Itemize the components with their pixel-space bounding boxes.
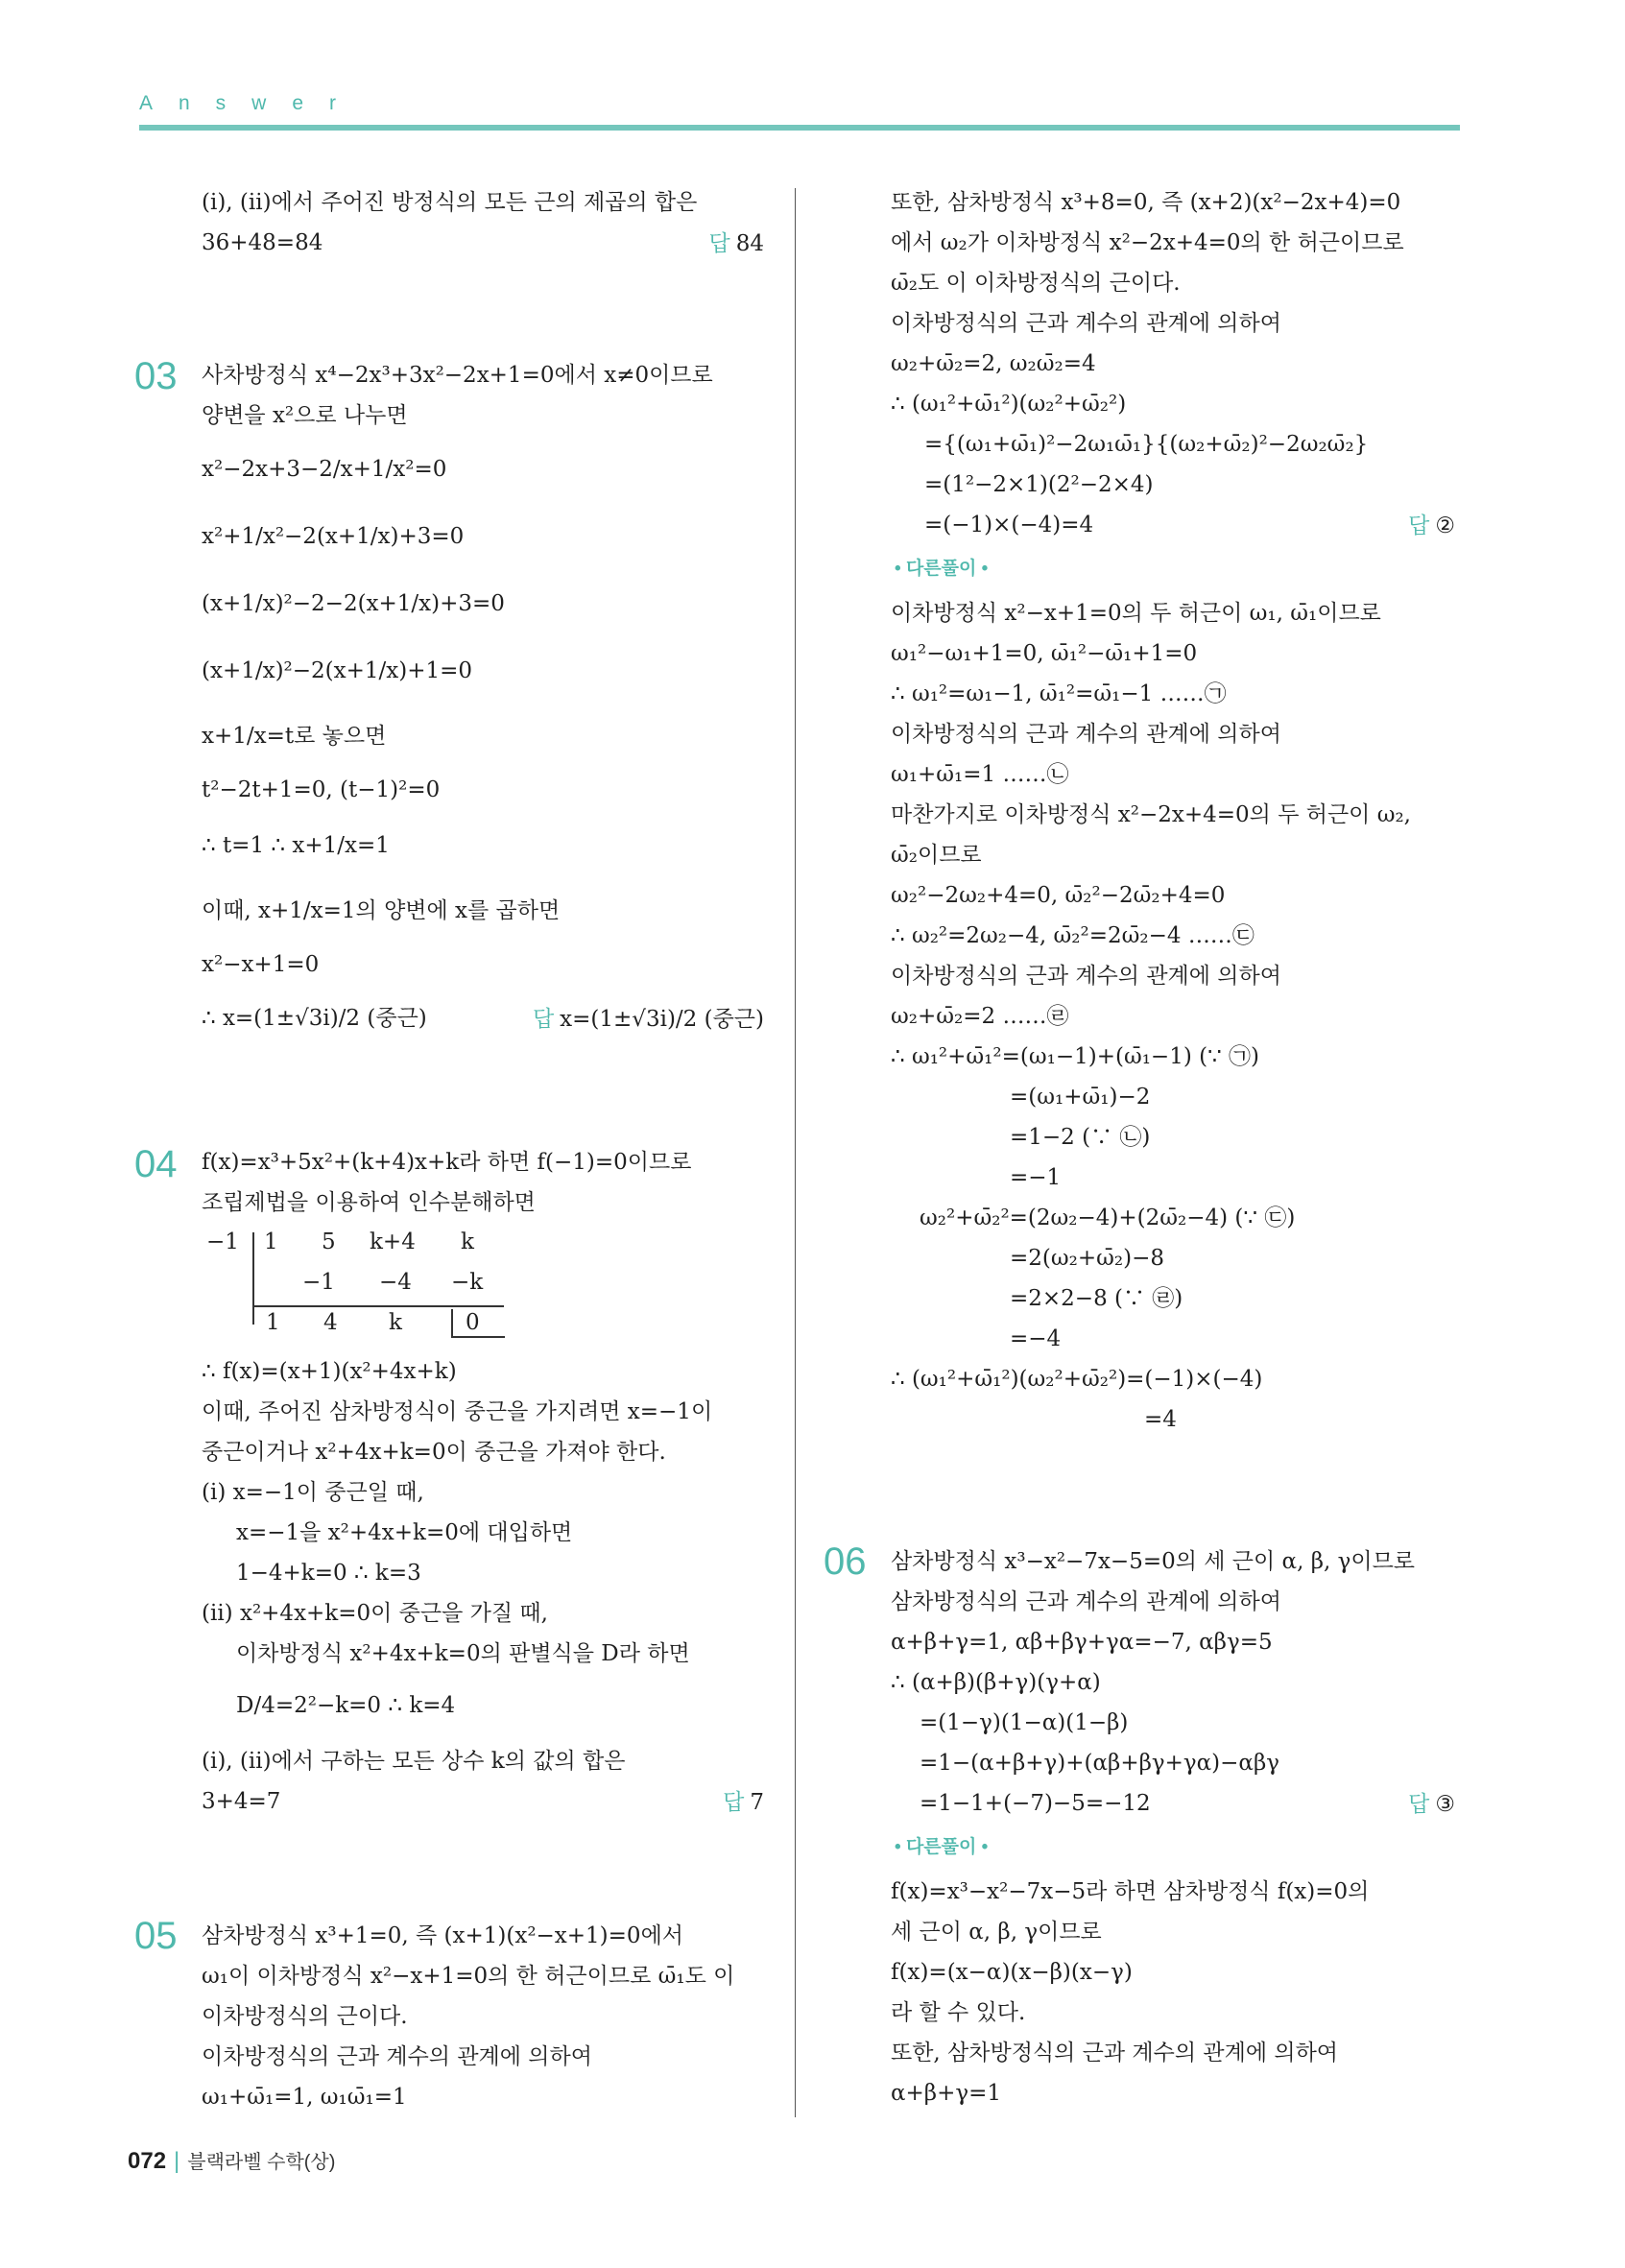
solution-line: f(x)=x³+5x²+(k+4)x+k라 하면 f(−1)=0이므로 <box>202 1150 692 1175</box>
solution-line: 삼차방정식 x³−x²−7x−5=0의 세 근이 α, β, γ이므로 <box>891 1549 1416 1574</box>
solution-line: ∴ (ω₁²+ω̄₁²)(ω₂²+ω̄₂²)=(−1)×(−4) <box>891 1367 1263 1392</box>
book-title: 블랙라벨 수학(상) <box>187 2152 336 2173</box>
solution-line: f(x)=(x−α)(x−β)(x−γ) <box>891 1960 1133 1985</box>
page-footer <box>128 2146 335 2175</box>
problem-number: 04 <box>134 1143 178 1185</box>
solution-line: 이때, x+1/x=1의 양변에 x를 곱하면 <box>202 898 561 923</box>
solution-line: =1−1+(−7)−5=−12 <box>920 1791 1151 1816</box>
synthetic-cell: k+4 <box>370 1229 416 1254</box>
solution-line: =4 <box>1144 1407 1177 1432</box>
solution-line: 1−4+k=0 ∴ k=3 <box>236 1561 421 1586</box>
page-number: 072 <box>128 2148 167 2174</box>
solution-line: ∴ ω₁²=ω₁−1, ω̄₁²=ω̄₁−1 ……㉠ <box>891 681 1227 706</box>
synthetic-remainder: 0 <box>466 1310 480 1335</box>
synthetic-cell: 4 <box>323 1310 338 1335</box>
solution-line: 마찬가지로 이차방정식 x²−2x+4=0의 두 허근이 ω₂, <box>891 802 1411 827</box>
solution-line: t²−2t+1=0, (t−1)²=0 <box>202 777 441 802</box>
synthetic-cell: k <box>461 1229 474 1254</box>
solution-line: x²−x+1=0 <box>202 952 320 977</box>
solution-line: =(1−γ)(1−α)(1−β) <box>920 1710 1129 1735</box>
solution-line: 이차방정식 x²+4x+k=0의 판별식을 D라 하면 <box>236 1641 690 1666</box>
solution-line: x²−2x+3−2/x+1/x²=0 <box>202 457 447 482</box>
solution-line: 3+4=7 <box>202 1789 281 1814</box>
alternative-solution-label: • 다른풀이 • <box>895 1837 989 1857</box>
solution-line: =1−(α+β+γ)+(αβ+βγ+γα)−αβγ <box>920 1751 1279 1776</box>
solution-line: 이차방정식 x²−x+1=0의 두 허근이 ω₁, ω̄₁이므로 <box>891 601 1381 626</box>
solution-line: =1−2 (∵ ㉡) <box>1010 1125 1151 1150</box>
solution-line: 또한, 삼차방정식 x³+8=0, 즉 (x+2)(x²−2x+4)=0 <box>891 190 1401 215</box>
solution-line: =−4 <box>1010 1326 1062 1351</box>
intro-line: 36+48=84 <box>202 230 323 255</box>
solution-line: ∴ x=(1±√3i)/2 (중근) <box>202 1006 427 1031</box>
problem-number: 06 <box>824 1540 867 1583</box>
solution-line: 양변을 x²으로 나누면 <box>202 403 408 428</box>
answer-label: 답 x=(1±√3i)/2 (중근) <box>532 1006 764 1032</box>
solution-line: ω₁+ω̄₁=1 ……㉡ <box>891 762 1069 787</box>
synthetic-division-table <box>206 1229 514 1353</box>
synthetic-vertical-line <box>252 1232 254 1325</box>
solution-line: ={(ω₁+ω̄₁)²−2ω₁ω̄₁}{(ω₂+ω̄₂)²−2ω₂ω̄₂} <box>924 432 1369 457</box>
solution-line: α+β+γ=1, αβ+βγ+γα=−7, αβγ=5 <box>891 1630 1273 1655</box>
solution-line: ∴ ω₁²+ω̄₁²=(ω₁−1)+(ω̄₁−1) (∵ ㉠) <box>891 1044 1260 1069</box>
solution-line: 또한, 삼차방정식의 근과 계수의 관계에 의하여 <box>891 2041 1339 2065</box>
solution-line: ω₂+ω̄₂=2 ……㉣ <box>891 1004 1069 1029</box>
solution-line: (ⅱ) x²+4x+k=0이 중근을 가질 때, <box>202 1601 548 1626</box>
solution-line: ω̄₂도 이 이차방정식의 근이다. <box>891 271 1181 296</box>
alternative-solution-label: • 다른풀이 • <box>895 559 989 579</box>
synthetic-cell: −4 <box>379 1270 412 1295</box>
problem-number: 03 <box>134 355 178 397</box>
synthetic-cell: −k <box>451 1270 484 1295</box>
column-divider <box>795 188 796 2117</box>
synthetic-cell: 5 <box>322 1229 336 1254</box>
solution-line: ω₂+ω̄₂=2, ω₂ω̄₂=4 <box>891 351 1096 376</box>
answer-label: 답 ③ <box>1408 1791 1455 1817</box>
solution-line: f(x)=x³−x²−7x−5라 하면 삼차방정식 f(x)=0의 <box>891 1879 1370 1904</box>
answer-label: 답 7 <box>723 1789 764 1815</box>
solution-line: (ⅰ), (ⅱ)에서 구하는 모든 상수 k의 값의 합은 <box>202 1749 626 1774</box>
solution-line: ∴ t=1 ∴ x+1/x=1 <box>202 833 390 858</box>
solution-line: 이차방정식의 근과 계수의 관계에 의하여 <box>891 311 1281 336</box>
solution-line: 이차방정식의 근과 계수의 관계에 의하여 <box>891 964 1281 989</box>
synthetic-cell: 1 <box>266 1310 280 1335</box>
remainder-box-left <box>451 1309 453 1338</box>
solution-line: ω₂²+ω̄₂²=(2ω₂−4)+(2ω̄₂−4) (∵ ㉢) <box>920 1206 1296 1230</box>
answer-label: 답 84 <box>708 230 764 256</box>
synthetic-divisor: −1 <box>206 1229 239 1254</box>
solution-line: =2×2−8 (∵ ㉣) <box>1010 1286 1183 1311</box>
solution-line: 에서 ω₂가 이차방정식 x²−2x+4=0의 한 허근이므로 <box>891 230 1404 255</box>
solution-line: =(ω₁+ω̄₁)−2 <box>1010 1085 1151 1110</box>
footer-divider: | <box>174 2148 180 2174</box>
solution-line: (x+1/x)²−2−2(x+1/x)+3=0 <box>202 591 505 616</box>
solution-line: 라 할 수 있다. <box>891 2000 1026 2025</box>
solution-line: 중근이거나 x²+4x+k=0이 중근을 가져야 한다. <box>202 1440 666 1465</box>
solution-line: 삼차방정식의 근과 계수의 관계에 의하여 <box>891 1589 1281 1614</box>
synthetic-horizontal-line <box>252 1305 504 1307</box>
solution-line: α+β+γ=1 <box>891 2081 1002 2106</box>
solution-line: x²+1/x²−2(x+1/x)+3=0 <box>202 524 465 549</box>
solution-line: ω₁이 이차방정식 x²−x+1=0의 한 허근이므로 ω̄₁도 이 <box>202 1964 735 1989</box>
solution-line: 이차방정식의 근과 계수의 관계에 의하여 <box>202 2044 592 2069</box>
solution-line: =−1 <box>1010 1165 1062 1190</box>
solution-line: ∴ (ω₁²+ω̄₁²)(ω₂²+ω̄₂²) <box>891 392 1127 417</box>
solution-line: (ⅰ) x=−1이 중근일 때, <box>202 1480 424 1505</box>
problem-number: 05 <box>134 1915 178 1957</box>
solution-line: ω₁²−ω₁+1=0, ω̄₁²−ω̄₁+1=0 <box>891 641 1198 666</box>
solution-line: 조립제법을 이용하여 인수분해하면 <box>202 1190 536 1215</box>
solution-line: ∴ (α+β)(β+γ)(γ+α) <box>891 1670 1101 1695</box>
section-header-label: Answer <box>139 92 363 114</box>
solution-line: D/4=2²−k=0 ∴ k=4 <box>236 1693 456 1718</box>
solution-line: (x+1/x)²−2(x+1/x)+1=0 <box>202 658 473 683</box>
solution-line: x=−1을 x²+4x+k=0에 대입하면 <box>236 1520 573 1545</box>
solution-line: =(1²−2×1)(2²−2×4) <box>924 472 1154 497</box>
solution-line: 이때, 주어진 삼차방정식이 중근을 가지려면 x=−1이 <box>202 1399 713 1424</box>
solution-line: =2(ω₂+ω̄₂)−8 <box>1010 1246 1164 1271</box>
solution-line: x+1/x=t로 놓으면 <box>202 724 387 749</box>
solution-line: 이차방정식의 근과 계수의 관계에 의하여 <box>891 722 1281 747</box>
synthetic-cell: k <box>389 1310 402 1335</box>
synthetic-cell: 1 <box>264 1229 278 1254</box>
synthetic-cell: −1 <box>302 1270 335 1295</box>
intro-line: (ⅰ), (ⅱ)에서 주어진 방정식의 모든 근의 제곱의 합은 <box>202 190 698 215</box>
solution-line: ω̄₂이므로 <box>891 843 982 868</box>
solution-line: 삼차방정식 x³+1=0, 즉 (x+1)(x²−x+1)=0에서 <box>202 1923 684 1948</box>
solution-line: 사차방정식 x⁴−2x³+3x²−2x+1=0에서 x≠0이므로 <box>202 363 713 388</box>
solution-line: ∴ ω₂²=2ω₂−4, ω̄₂²=2ω̄₂−4 ……㉢ <box>891 923 1255 948</box>
solution-line: 세 근이 α, β, γ이므로 <box>891 1920 1102 1945</box>
solution-line: ω₁+ω̄₁=1, ω₁ω̄₁=1 <box>202 2085 407 2110</box>
remainder-box-bottom <box>451 1336 505 1338</box>
solution-line: ∴ f(x)=(x+1)(x²+4x+k) <box>202 1359 457 1384</box>
solution-line: ω₂²−2ω₂+4=0, ω̄₂²−2ω̄₂+4=0 <box>891 883 1226 908</box>
header-rule <box>139 125 1460 131</box>
solution-line: 이차방정식의 근이다. <box>202 2004 408 2029</box>
answer-label: 답 ② <box>1408 513 1455 538</box>
solution-line: =(−1)×(−4)=4 <box>924 513 1094 537</box>
